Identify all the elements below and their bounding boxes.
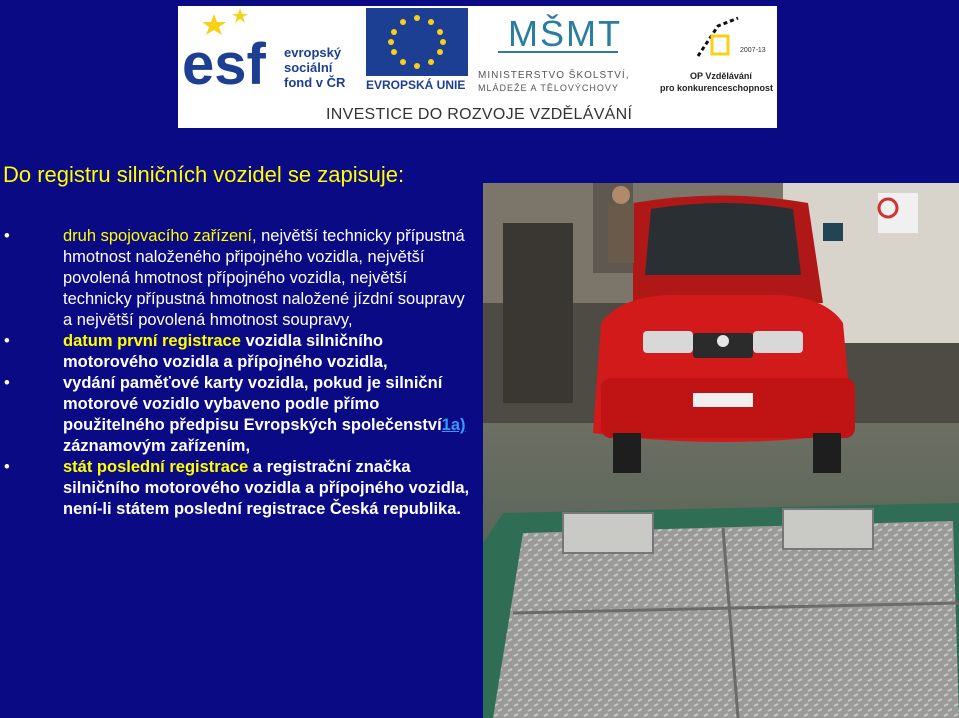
- esf-line-2: sociální: [284, 60, 333, 75]
- list-item: [0, 457, 478, 520]
- op-years: 2007-13: [740, 47, 766, 54]
- bullet-icon: •: [4, 227, 10, 245]
- car-photo: [483, 183, 959, 718]
- esf-logo-text: esf: [182, 32, 266, 97]
- car-on-test-pit-image: [483, 183, 959, 718]
- eu-flag: [366, 8, 468, 76]
- esf-logo: [180, 8, 280, 98]
- list-item: [0, 373, 478, 457]
- header-banner: [178, 6, 777, 128]
- esf-line-3: fond v ČR: [284, 75, 346, 90]
- item-text: a registrační značka silničního motorového vozidla a přípojného vozidla, není-li státem poslední registrace Česká republika.: [63, 458, 470, 518]
- investice-slogan: INVESTICE DO ROZVOJE VZDĚLÁVÁNÍ: [326, 106, 633, 123]
- item-text: vozidla silničního motorového vozidla a přípojného vozidla,: [63, 332, 388, 371]
- bullet-icon: •: [4, 374, 10, 392]
- esf-line-1: evropský: [284, 45, 342, 60]
- list-item: [0, 331, 478, 373]
- op-label-line-2: pro konkurenceschopnost: [660, 83, 774, 93]
- item-text: , největší technicky přípustná hmotnost naloženého připojného vozidla, největší povolená hmotnost přípojného vozidla, největší technicky přípustná hmotnost naložené jízdní soupravy a největší povolená hmotnost soupravy,: [63, 227, 465, 329]
- list-item: [0, 226, 478, 331]
- highlight-text: datum první registrace: [63, 332, 241, 350]
- item-text: vydání paměťové karty vozidla, pokud je silniční motorové vozidlo vybaveno podle přímo použitelného předpisu Evropských společenství: [63, 374, 443, 434]
- highlight-text: stát poslední registrace: [63, 458, 249, 476]
- msmt-logo-text: MŠMT: [508, 13, 622, 54]
- msmt-label-line-2: MLÁDEŽE A TĚLOVÝCHOVY: [478, 83, 619, 93]
- item-text: záznamovým zařízením,: [63, 437, 251, 455]
- highlight-text: druh spojovacího zařízení: [63, 227, 252, 245]
- op-label-line-1: OP Vzdělávání: [690, 71, 752, 81]
- footnote-link[interactable]: 1a): [441, 416, 466, 434]
- bullet-icon: •: [4, 332, 10, 350]
- eu-label: EVROPSKÁ UNIE: [366, 78, 466, 92]
- msmt-label-line-1: MINISTERSTVO ŠKOLSTVÍ,: [478, 70, 630, 81]
- msmt-logo: [498, 13, 622, 54]
- op-logo: [684, 10, 766, 66]
- bullet-list: [0, 226, 478, 520]
- bullet-icon: •: [4, 458, 10, 476]
- slide-heading: Do registru silničních vozidel se zapisuje:: [3, 162, 405, 187]
